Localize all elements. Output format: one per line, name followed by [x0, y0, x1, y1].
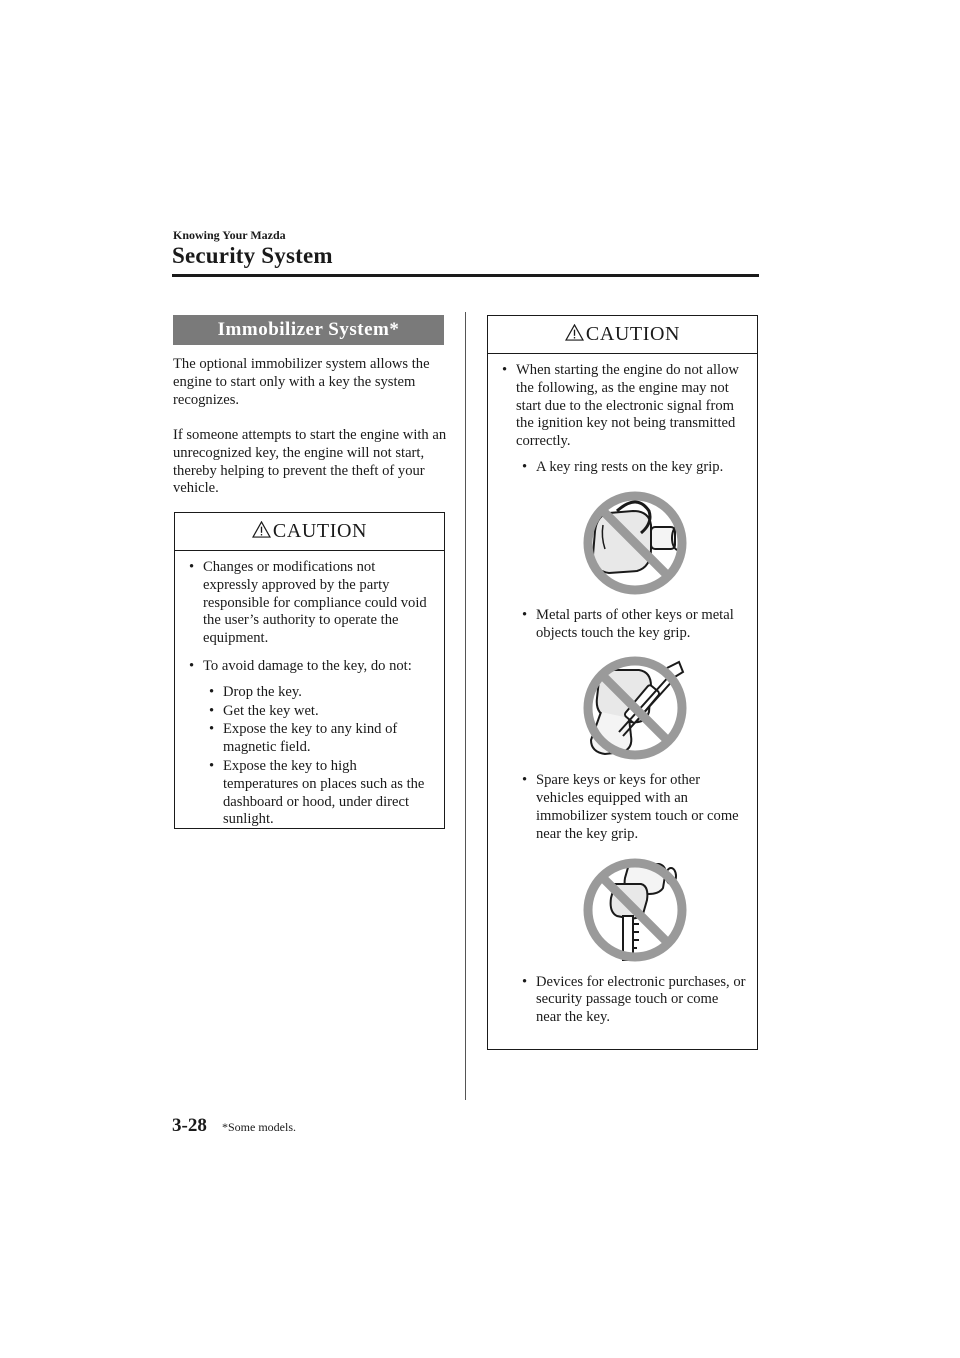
- bullet-icon: •: [522, 772, 528, 789]
- section-banner: Immobilizer System*: [173, 315, 444, 345]
- bullet-icon: •: [189, 657, 195, 674]
- caution-heading: CAUTION: [272, 520, 368, 542]
- sub-list: [203, 684, 434, 829]
- sub-item-text: A key ring rests on the key grip.: [536, 458, 724, 475]
- page-number: 3-28: [172, 1115, 207, 1136]
- sub-item: [522, 607, 747, 643]
- caution-box-left: [174, 512, 445, 829]
- column-divider: [465, 312, 466, 1100]
- sub-item: [209, 684, 434, 702]
- page-title: Security System: [172, 243, 333, 268]
- bullet-icon: •: [502, 362, 508, 378]
- theft-paragraph: If someone attempts to start the engine with an unrecognized key, the engine will not start, thereby helping to prevent the theft of your vehicle.: [173, 427, 447, 497]
- caution-heading: CAUTION: [585, 323, 681, 345]
- warning-triangle-icon: [252, 521, 271, 538]
- sub-item: [209, 758, 434, 829]
- sub-item-text: Expose the key to high temperatures on places such as the dashboard or hood, under direct sunlight.: [223, 757, 425, 828]
- bullet-icon: •: [189, 559, 195, 575]
- sub-item-text: Metal parts of other keys or metal objects touch the key grip.: [536, 606, 734, 641]
- sub-item: [209, 703, 434, 721]
- caution-header: [488, 316, 757, 354]
- sub-item: [522, 772, 747, 843]
- bullet-icon: •: [209, 757, 215, 774]
- caution-body: [175, 551, 444, 829]
- caution-box-right: [487, 315, 758, 1050]
- bullet-icon: •: [522, 973, 528, 990]
- intro-paragraph: The optional immobilizer system allows the engine to start only with a key the system recognizes.: [173, 356, 430, 408]
- sub-list: [516, 459, 747, 1027]
- caution-header: [175, 513, 444, 551]
- caution-item: [189, 559, 434, 648]
- no-metal-contact-illustration: [579, 656, 691, 760]
- sub-item-text: Spare keys or keys for other vehicles equipped with an immobilizer system touch or come near the key grip.: [536, 772, 739, 842]
- chapter-label: Knowing Your Mazda: [173, 228, 286, 242]
- caution-item-text: To avoid damage to the key, do not:: [203, 657, 412, 674]
- sub-item-text: Get the key wet.: [223, 702, 319, 719]
- caution-item-text: When starting the engine do not allow the following, as the engine may not start due to the electronic signal from the ignition key not being transmitted correctly.: [516, 362, 739, 450]
- caution-item: [502, 362, 747, 1027]
- sub-item: [522, 459, 747, 477]
- caution-item: [189, 658, 434, 829]
- sub-item: [209, 721, 434, 757]
- bullet-icon: •: [209, 683, 215, 700]
- footnote: *Some models.: [222, 1120, 296, 1134]
- sub-item-text: Drop the key.: [223, 683, 302, 700]
- bullet-icon: •: [209, 702, 215, 719]
- no-key-ring-illustration: [579, 491, 691, 595]
- bullet-icon: •: [522, 606, 528, 623]
- caution-item-text: Changes or modifications not expressly approved by the party responsible for compliance could void the user’s authority to operate the equipment.: [203, 559, 427, 647]
- title-rule: [172, 274, 759, 277]
- warning-triangle-icon: [565, 324, 584, 341]
- caution-body: [488, 354, 757, 1027]
- no-spare-keys-illustration: [579, 858, 691, 962]
- sub-item-text: Expose the key to any kind of magnetic field.: [223, 721, 398, 756]
- sub-item: [522, 974, 747, 1027]
- bullet-icon: •: [209, 721, 215, 738]
- sub-item-text: Devices for electronic purchases, or security passage touch or come near the key.: [536, 973, 746, 1026]
- bullet-icon: •: [522, 458, 528, 475]
